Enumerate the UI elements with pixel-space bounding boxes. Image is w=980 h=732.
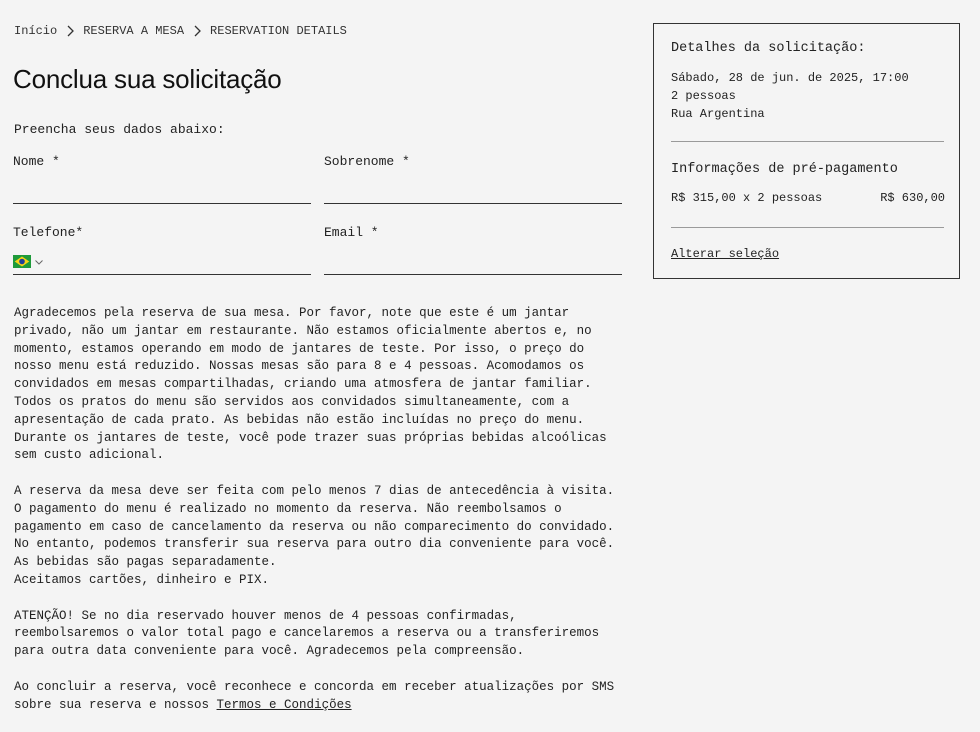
summary-guests: 2 pessoas: [671, 89, 736, 103]
summary-divider: [671, 141, 944, 142]
info-line: pagamento em caso de cancelamento da reserva ou não comparecimento do convidado.: [14, 519, 615, 534]
price-breakdown: R$ 315,00 x 2 pessoas: [671, 191, 823, 205]
consent-paragraph: [14, 679, 626, 715]
country-selector[interactable]: [13, 255, 44, 268]
info-line: privado, não um jantar em restaurante. Não estamos oficialmente abertos e, no: [14, 323, 592, 338]
reservation-summary-panel: [653, 23, 960, 279]
consent-line: Ao concluir a reserva, você reconhece e concorda em receber atualizações por SMS: [14, 679, 615, 694]
prepay-title: Informações de pré-pagamento: [671, 162, 898, 177]
phone-input[interactable]: [51, 249, 311, 271]
summary-title: Detalhes da solicitação:: [671, 41, 866, 56]
reservation-info: [14, 305, 626, 732]
breadcrumb: [14, 24, 347, 38]
email-field: [324, 225, 622, 283]
consent-prefix: sobre sua reserva e nossos: [14, 697, 217, 712]
first-name-field: [13, 154, 311, 212]
info-line: Aceitamos cartões, dinheiro e PIX.: [14, 572, 270, 587]
chevron-right-icon: [192, 24, 202, 38]
email-underline: [324, 274, 622, 275]
email-input[interactable]: [324, 249, 622, 271]
chevron-down-icon: [34, 258, 44, 266]
form-intro: Preencha seus dados abaixo:: [14, 122, 225, 137]
price-total: R$ 630,00: [880, 191, 945, 205]
info-line: apresentação de cada prato. As bebidas não estão incluídas no preço do menu.: [14, 412, 585, 427]
phone-label: Telefone*: [13, 225, 84, 240]
summary-location: Rua Argentina: [671, 107, 765, 121]
breadcrumb-reserve-link[interactable]: RESERVA A MESA: [83, 24, 185, 38]
breadcrumb-current: RESERVATION DETAILS: [210, 24, 347, 38]
info-line: sem custo adicional.: [14, 448, 165, 463]
info-paragraph-2: [14, 483, 626, 590]
first-name-underline: [13, 203, 311, 204]
change-selection-link[interactable]: Alterar seleção: [671, 247, 780, 261]
first-name-input[interactable]: [13, 178, 311, 200]
info-line: nosso menu está reduzido. Nossas mesas são para 8 e 4 pessoas. Acomodamos os: [14, 359, 585, 374]
email-label: Email *: [324, 225, 379, 240]
info-paragraph-3: [14, 608, 626, 661]
info-line: momento, estamos operando em modo de jantares de teste. Por isso, o preço do: [14, 341, 585, 356]
info-line: Durante os jantares de teste, você pode trazer suas próprias bebidas alcoólicas: [14, 430, 607, 445]
info-line: No entanto, podemos transferir sua reserva para outro dia conveniente para você.: [14, 537, 615, 552]
info-line: reembolsaremos o valor total pago e cancelaremos a reserva ou a transferiremos: [14, 626, 600, 641]
info-line: para outra data conveniente para você. Agradecemos pela compreensão.: [14, 644, 525, 659]
info-line: O pagamento do menu é realizado no momento da reserva. Não reembolsamos o: [14, 501, 562, 516]
last-name-field: [324, 154, 622, 212]
info-line: convidados em mesas compartilhadas, criando uma atmosfera de jantar familiar.: [14, 377, 592, 392]
breadcrumb-home-link[interactable]: Início: [14, 24, 58, 38]
summary-date: Sábado, 28 de jun. de 2025, 17:00: [671, 71, 909, 85]
phone-field: [13, 225, 311, 283]
brazil-flag-icon: [13, 255, 31, 268]
info-line: Todos os pratos do menu são servidos aos convidados simultaneamente, com a: [14, 394, 570, 409]
first-name-label: Nome *: [13, 154, 60, 169]
last-name-input[interactable]: [324, 178, 622, 200]
phone-underline: [13, 274, 311, 275]
consent-line: [14, 697, 626, 715]
last-name-underline: [324, 203, 622, 204]
info-line: Agradecemos pela reserva de sua mesa. Por favor, note que este é um jantar: [14, 306, 570, 320]
info-line: As bebidas são pagas separadamente.: [14, 555, 277, 570]
page-title: Conclua sua solicitação: [13, 64, 282, 94]
info-paragraph-1: [14, 305, 626, 465]
summary-divider: [671, 227, 944, 228]
last-name-label: Sobrenome *: [324, 154, 410, 169]
info-line: A reserva da mesa deve ser feita com pelo menos 7 dias de antecedência à visita.: [14, 483, 615, 498]
terms-link[interactable]: Termos e Condições: [216, 697, 352, 712]
info-line: ATENÇÃO! Se no dia reservado houver menos de 4 pessoas confirmadas,: [14, 608, 517, 623]
chevron-right-icon: [65, 24, 75, 38]
